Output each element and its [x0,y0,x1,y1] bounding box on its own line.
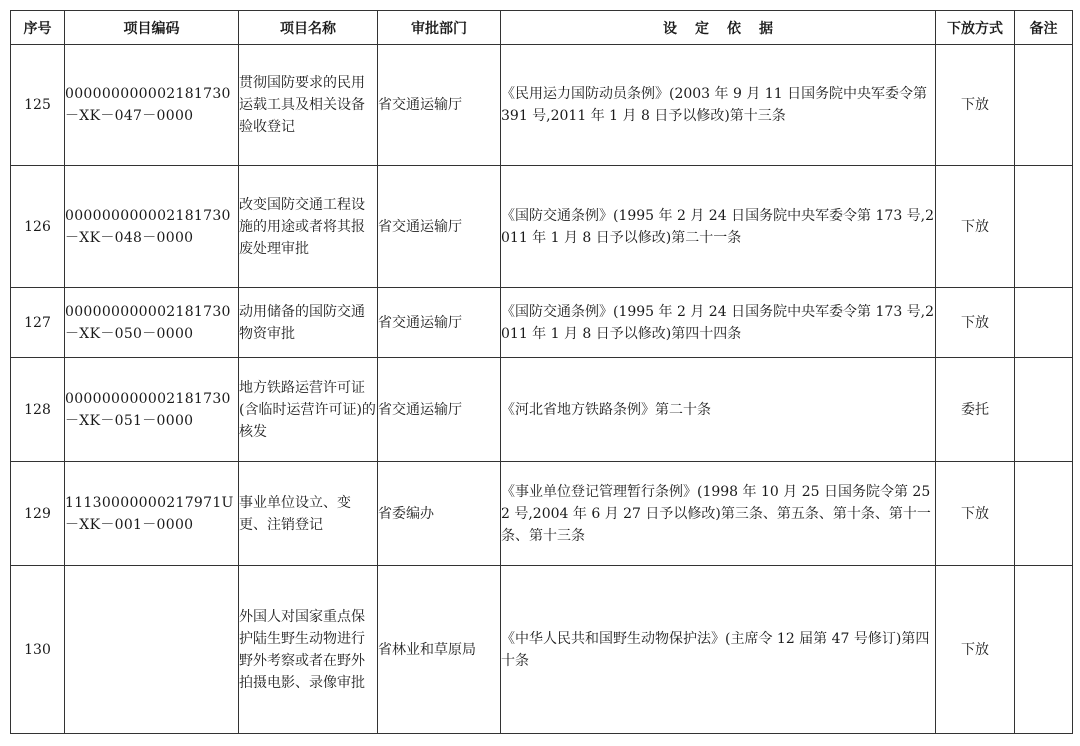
item-code-line2: －XK－051－0000 [65,412,194,429]
row-number: 126 [11,166,65,288]
legal-basis: 《中华人民共和国野生动物保护法》(主席令 12 届第 47 号修订)第四十条 [501,566,936,734]
legal-basis: 《事业单位登记管理暂行条例》(1998 年 10 月 25 日国务院令第 252 号,2004 年 6 月 27 日予以修改)第三条、第五条、第十条、第十一条、第十三条 [501,462,936,566]
item-code [65,45,239,166]
delegation-mode: 下放 [936,462,1015,566]
approval-dept: 省交通运输厅 [378,166,501,288]
item-name: 动用储备的国防交通物资审批 [239,288,378,358]
delegation-mode: 下放 [936,45,1015,166]
header-row [11,11,1073,45]
table-row [11,288,1073,358]
header-dept: 审批部门 [378,11,501,45]
item-code [65,462,239,566]
table-row [11,166,1073,288]
item-code-line1: 000000000002181730 [65,207,231,224]
approval-items-table-container [10,10,1072,734]
header-basis: 设定依据 [501,11,936,45]
remarks [1015,462,1073,566]
table-row [11,462,1073,566]
remarks [1015,45,1073,166]
item-code-line2: －XK－048－0000 [65,229,194,246]
remarks [1015,288,1073,358]
item-code-line1: 000000000002181730 [65,390,231,407]
legal-basis: 《国防交通条例》(1995 年 2 月 24 日国务院中央军委令第 173 号,2011 年 1 月 8 日予以修改)第四十四条 [501,288,936,358]
header-name: 项目名称 [239,11,378,45]
item-code-line1: 000000000002181730 [65,86,231,102]
approval-items-table [10,10,1073,734]
item-code-line2: －XK－050－0000 [65,325,194,342]
remarks [1015,358,1073,462]
delegation-mode: 下放 [936,166,1015,288]
row-number: 127 [11,288,65,358]
item-name: 改变国防交通工程设施的用途或者将其报废处理审批 [239,166,378,288]
approval-dept: 省交通运输厅 [378,358,501,462]
approval-dept: 省林业和草原局 [378,566,501,734]
remarks [1015,566,1073,734]
item-code [65,288,239,358]
item-code [65,566,239,734]
row-number: 128 [11,358,65,462]
legal-basis: 《国防交通条例》(1995 年 2 月 24 日国务院中央军委令第 173 号,2011 年 1 月 8 日予以修改)第二十一条 [501,166,936,288]
row-number: 125 [11,45,65,166]
item-name: 贯彻国防要求的民用运载工具及相关设备验收登记 [239,45,378,166]
remarks [1015,166,1073,288]
item-code-line1: 000000000002181730 [65,303,231,320]
item-name: 地方铁路运营许可证(含临时运营许可证)的核发 [239,358,378,462]
item-name: 外国人对国家重点保护陆生野生动物进行野外考察或者在野外拍摄电影、录像审批 [239,566,378,734]
item-code [65,358,239,462]
legal-basis: 《河北省地方铁路条例》第二十条 [501,358,936,462]
table-row [11,566,1073,734]
item-name: 事业单位设立、变更、注销登记 [239,462,378,566]
approval-dept: 省交通运输厅 [378,45,501,166]
header-mode: 下放方式 [936,11,1015,45]
table-row [11,358,1073,462]
delegation-mode: 下放 [936,566,1015,734]
legal-basis: 《民用运力国防动员条例》(2003 年 9 月 11 日国务院中央军委令第 391 号,2011 年 1 月 8 日予以修改)第十三条 [501,45,936,166]
table-row [11,45,1073,166]
delegation-mode: 委托 [936,358,1015,462]
approval-dept: 省交通运输厅 [378,288,501,358]
item-code-line2: －XK－047－0000 [65,108,194,124]
item-code [65,166,239,288]
item-code-line2: －XK－001－0000 [65,516,194,533]
header-code: 项目编码 [65,11,239,45]
header-no: 序号 [11,11,65,45]
approval-dept: 省委编办 [378,462,501,566]
header-note: 备注 [1015,11,1073,45]
row-number: 129 [11,462,65,566]
delegation-mode: 下放 [936,288,1015,358]
row-number: 130 [11,566,65,734]
item-code-line1: 11130000000217971U [65,494,234,511]
